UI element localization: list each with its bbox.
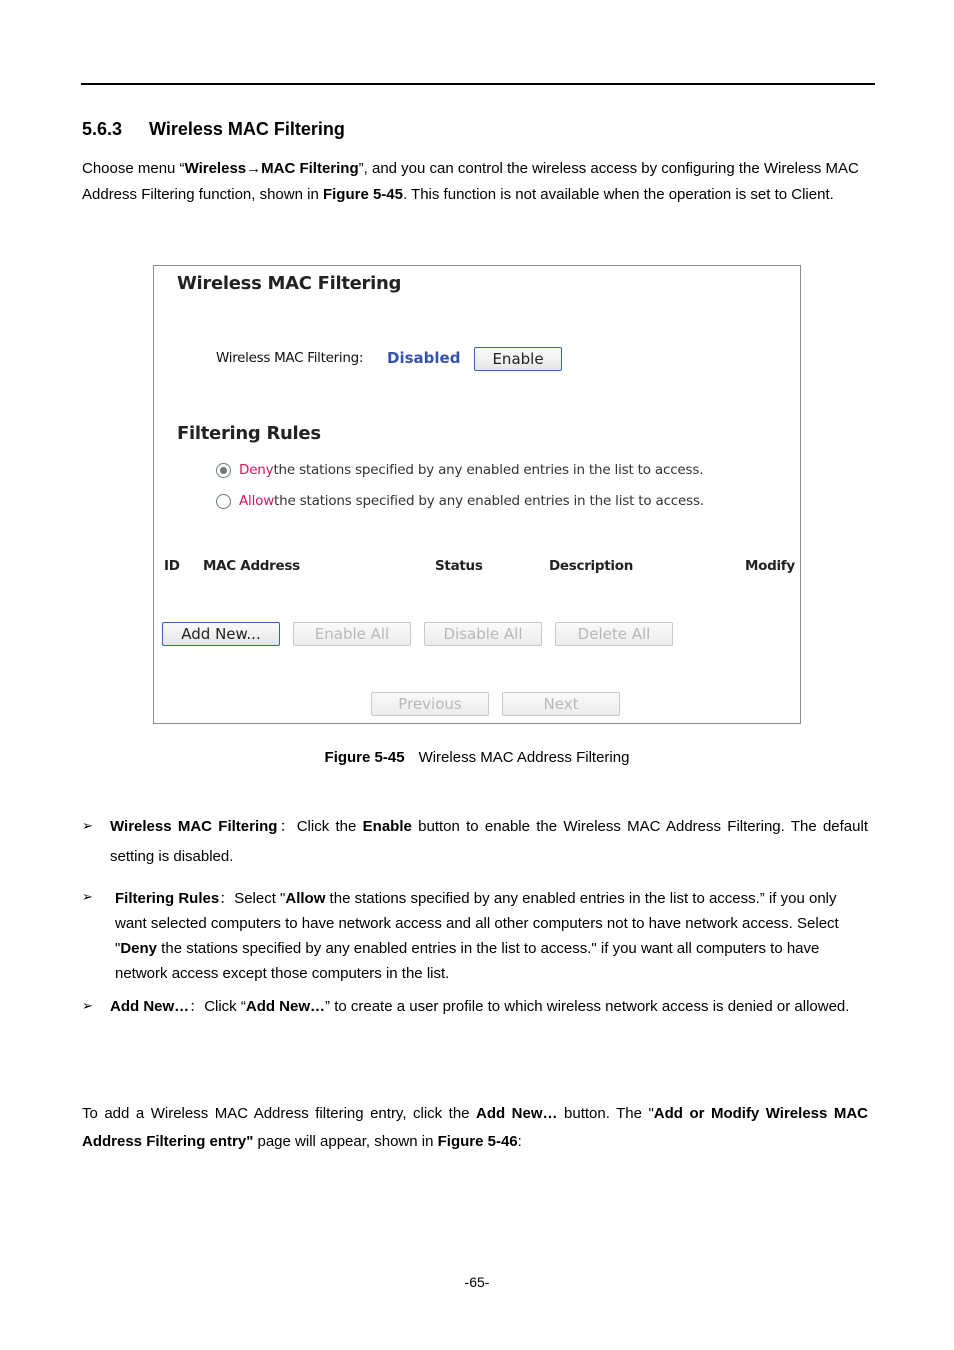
bullet-text: button to enable the Wireless MAC Address Filtering. The default setting is disabled. [110,818,868,865]
intro-text: ”, and you can control the wireless access by configuring the Wireless MAC Address Filtering function, shown in [82,160,859,203]
bullet-term: Wireless MAC Filtering [110,818,278,835]
figure-caption [0,749,954,766]
header-id: ID [164,558,180,574]
bullet-bold: Add New… [245,998,326,1015]
figure-title: Wireless MAC Filtering [177,273,402,294]
bullet-text: Click “ [204,998,246,1015]
bullet-text: Select " [234,890,286,907]
caption-text: Wireless MAC Address Filtering [418,749,630,766]
section-number: 5.6.3 [82,119,123,139]
outro-bold: Add or Modify Wireless MAC Address Filtering entry" [82,1105,869,1150]
bullet-sep: ： [277,818,297,835]
intro-bold-wireless: Wireless [184,160,247,177]
outro-figure-ref: Figure 5-46 [437,1133,518,1150]
outro-paragraph [82,1100,868,1156]
rule-allow-option[interactable] [216,493,704,509]
rule-deny-option[interactable] [216,462,703,478]
intro-text: Choose menu “ [82,160,185,177]
disable-all-button[interactable]: Disable All [424,622,542,646]
arrow-icon: → [246,160,262,177]
filter-status: Disabled [387,349,461,367]
bullet-bold: Deny [120,940,158,957]
intro-paragraph [82,156,868,207]
header-status: Status [435,558,483,574]
bullet-text: ” to create a user profile to which wireless network access is denied or allowed. [325,998,850,1015]
add-new-button[interactable]: Add New... [162,622,280,646]
rule-allow-text: the stations specified by any enabled entries in the list to access. [274,493,704,509]
outro-bold: Add New… [476,1105,558,1122]
bullet-text: Click the [296,818,363,835]
bullet-text: the stations specified by any enabled entries in the list to access.” if you only want selected computers to have network access and all other computers not to have network access. Select " [115,890,839,957]
bullet-arrow-icon: ➢ [82,998,93,1013]
enable-button[interactable]: Enable [474,347,562,371]
intro-text: . This function is not available when the operation is set to Client. [402,185,834,203]
filter-label: Wireless MAC Filtering: [216,350,364,366]
bullet-bold: Allow [285,890,326,907]
bullet-sep: ： [189,998,205,1015]
header-description: Description [549,558,634,574]
outro-text: page will appear, shown in [253,1133,438,1150]
bullet-term: Add New… [110,998,190,1015]
rule-deny-word: Deny [239,462,274,478]
header-mac-address: MAC Address [203,558,300,574]
header-modify: Modify [745,558,795,574]
outro-text: button. The " [557,1105,654,1122]
figure-screenshot [153,265,801,724]
rule-allow-word: Allow [239,493,275,509]
rules-title: Filtering Rules [177,423,321,444]
next-button[interactable]: Next [502,692,620,716]
bullet-bold: Enable [362,818,412,835]
bullet-text: the stations specified by any enabled entries in the list to access." if you want all computers to have network access except those computers in the list. [115,940,820,982]
radio-unchecked-icon[interactable] [216,494,231,509]
rule-deny-text: the stations specified by any enabled entries in the list to access. [273,462,704,478]
outro-text: : [517,1133,522,1150]
page-number: -65- [464,1274,490,1290]
section-heading [82,119,345,140]
intro-bold-mac-filtering: MAC Filtering [261,160,359,177]
bullet-arrow-icon: ➢ [82,889,93,904]
enable-all-button[interactable]: Enable All [293,622,411,646]
header-rule [81,83,875,85]
section-title: Wireless MAC Filtering [149,119,345,139]
previous-button[interactable]: Previous [371,692,489,716]
radio-checked-icon[interactable] [216,463,231,478]
outro-text: To add a Wireless MAC Address filtering entry, click the [82,1105,477,1122]
bullet-term: Filtering Rules [115,890,220,907]
bullet-arrow-icon: ➢ [82,818,93,833]
bullet-sep: ： [219,890,235,907]
delete-all-button[interactable]: Delete All [555,622,673,646]
intro-figure-ref: Figure 5-45 [322,185,403,203]
caption-label: Figure 5-45 [324,749,405,766]
